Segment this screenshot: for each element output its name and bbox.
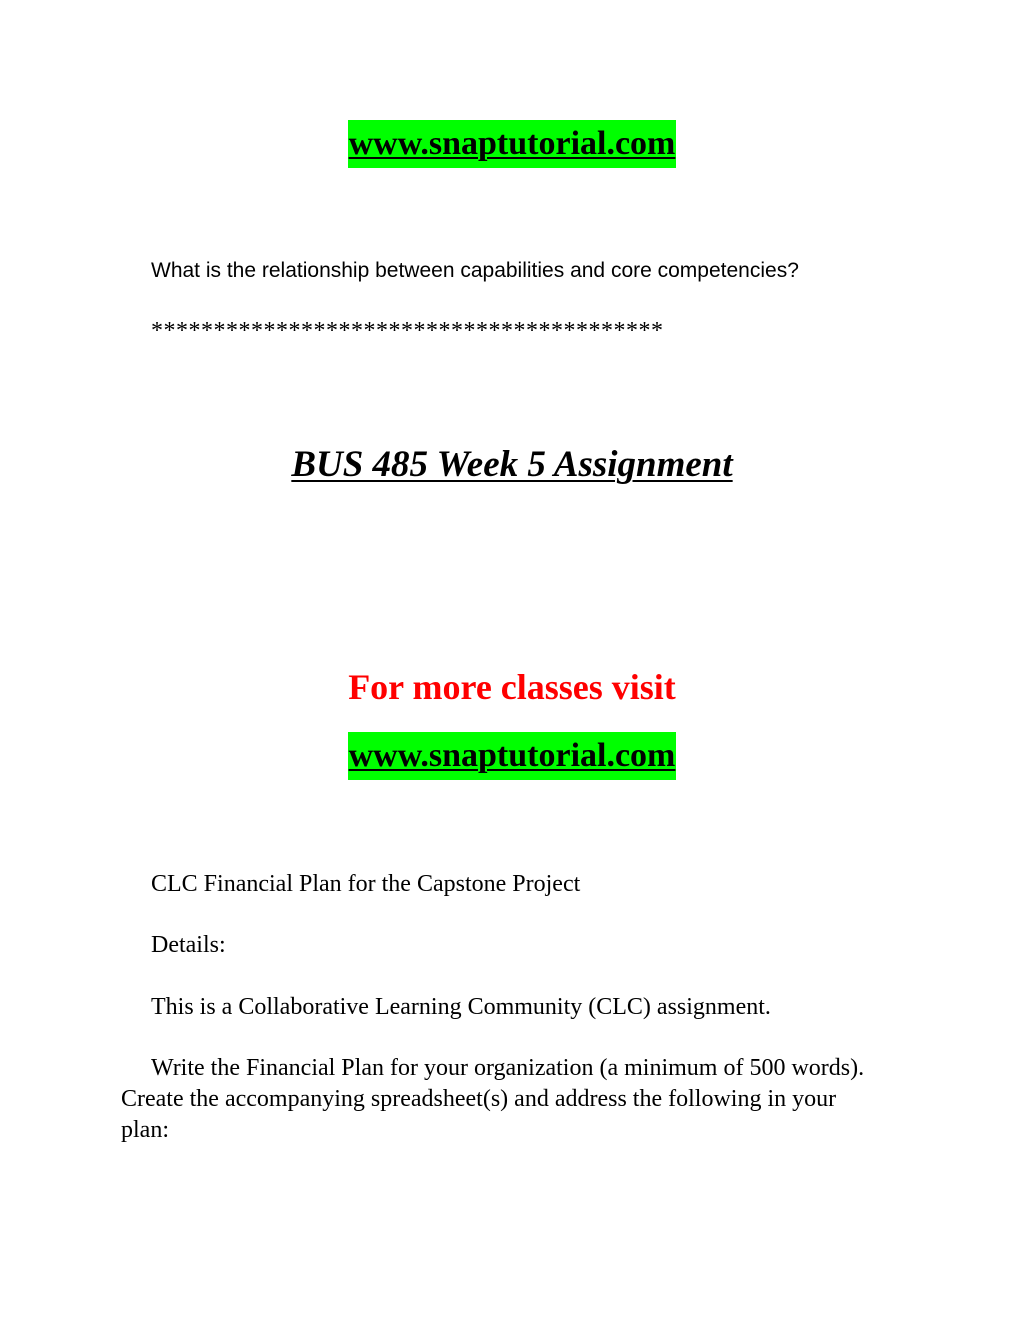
promo-link-block — [0, 732, 1024, 780]
promo-text: For more classes visit — [348, 667, 676, 707]
details-label: Details: — [151, 932, 226, 958]
top-link-block — [0, 120, 1024, 168]
assignment-title: BUS 485 Week 5 Assignment — [291, 444, 733, 485]
top-website-link[interactable]: www.snaptutorial.com — [348, 120, 677, 168]
separator-stars: ***************************************** — [151, 318, 664, 344]
promo-website-link[interactable]: www.snaptutorial.com — [348, 732, 677, 780]
intro-paragraph: This is a Collaborative Learning Community (CLC) assignment. — [151, 994, 771, 1020]
instructions-paragraph: Write the Financial Plan for your organization (a minimum of 500 words). Create the accompanying spreadsheet(s) and address the following in your plan: — [121, 1055, 865, 1143]
question-text: What is the relationship between capabilities and core competencies? — [151, 259, 799, 282]
content-title: CLC Financial Plan for the Capstone Project — [151, 871, 581, 897]
